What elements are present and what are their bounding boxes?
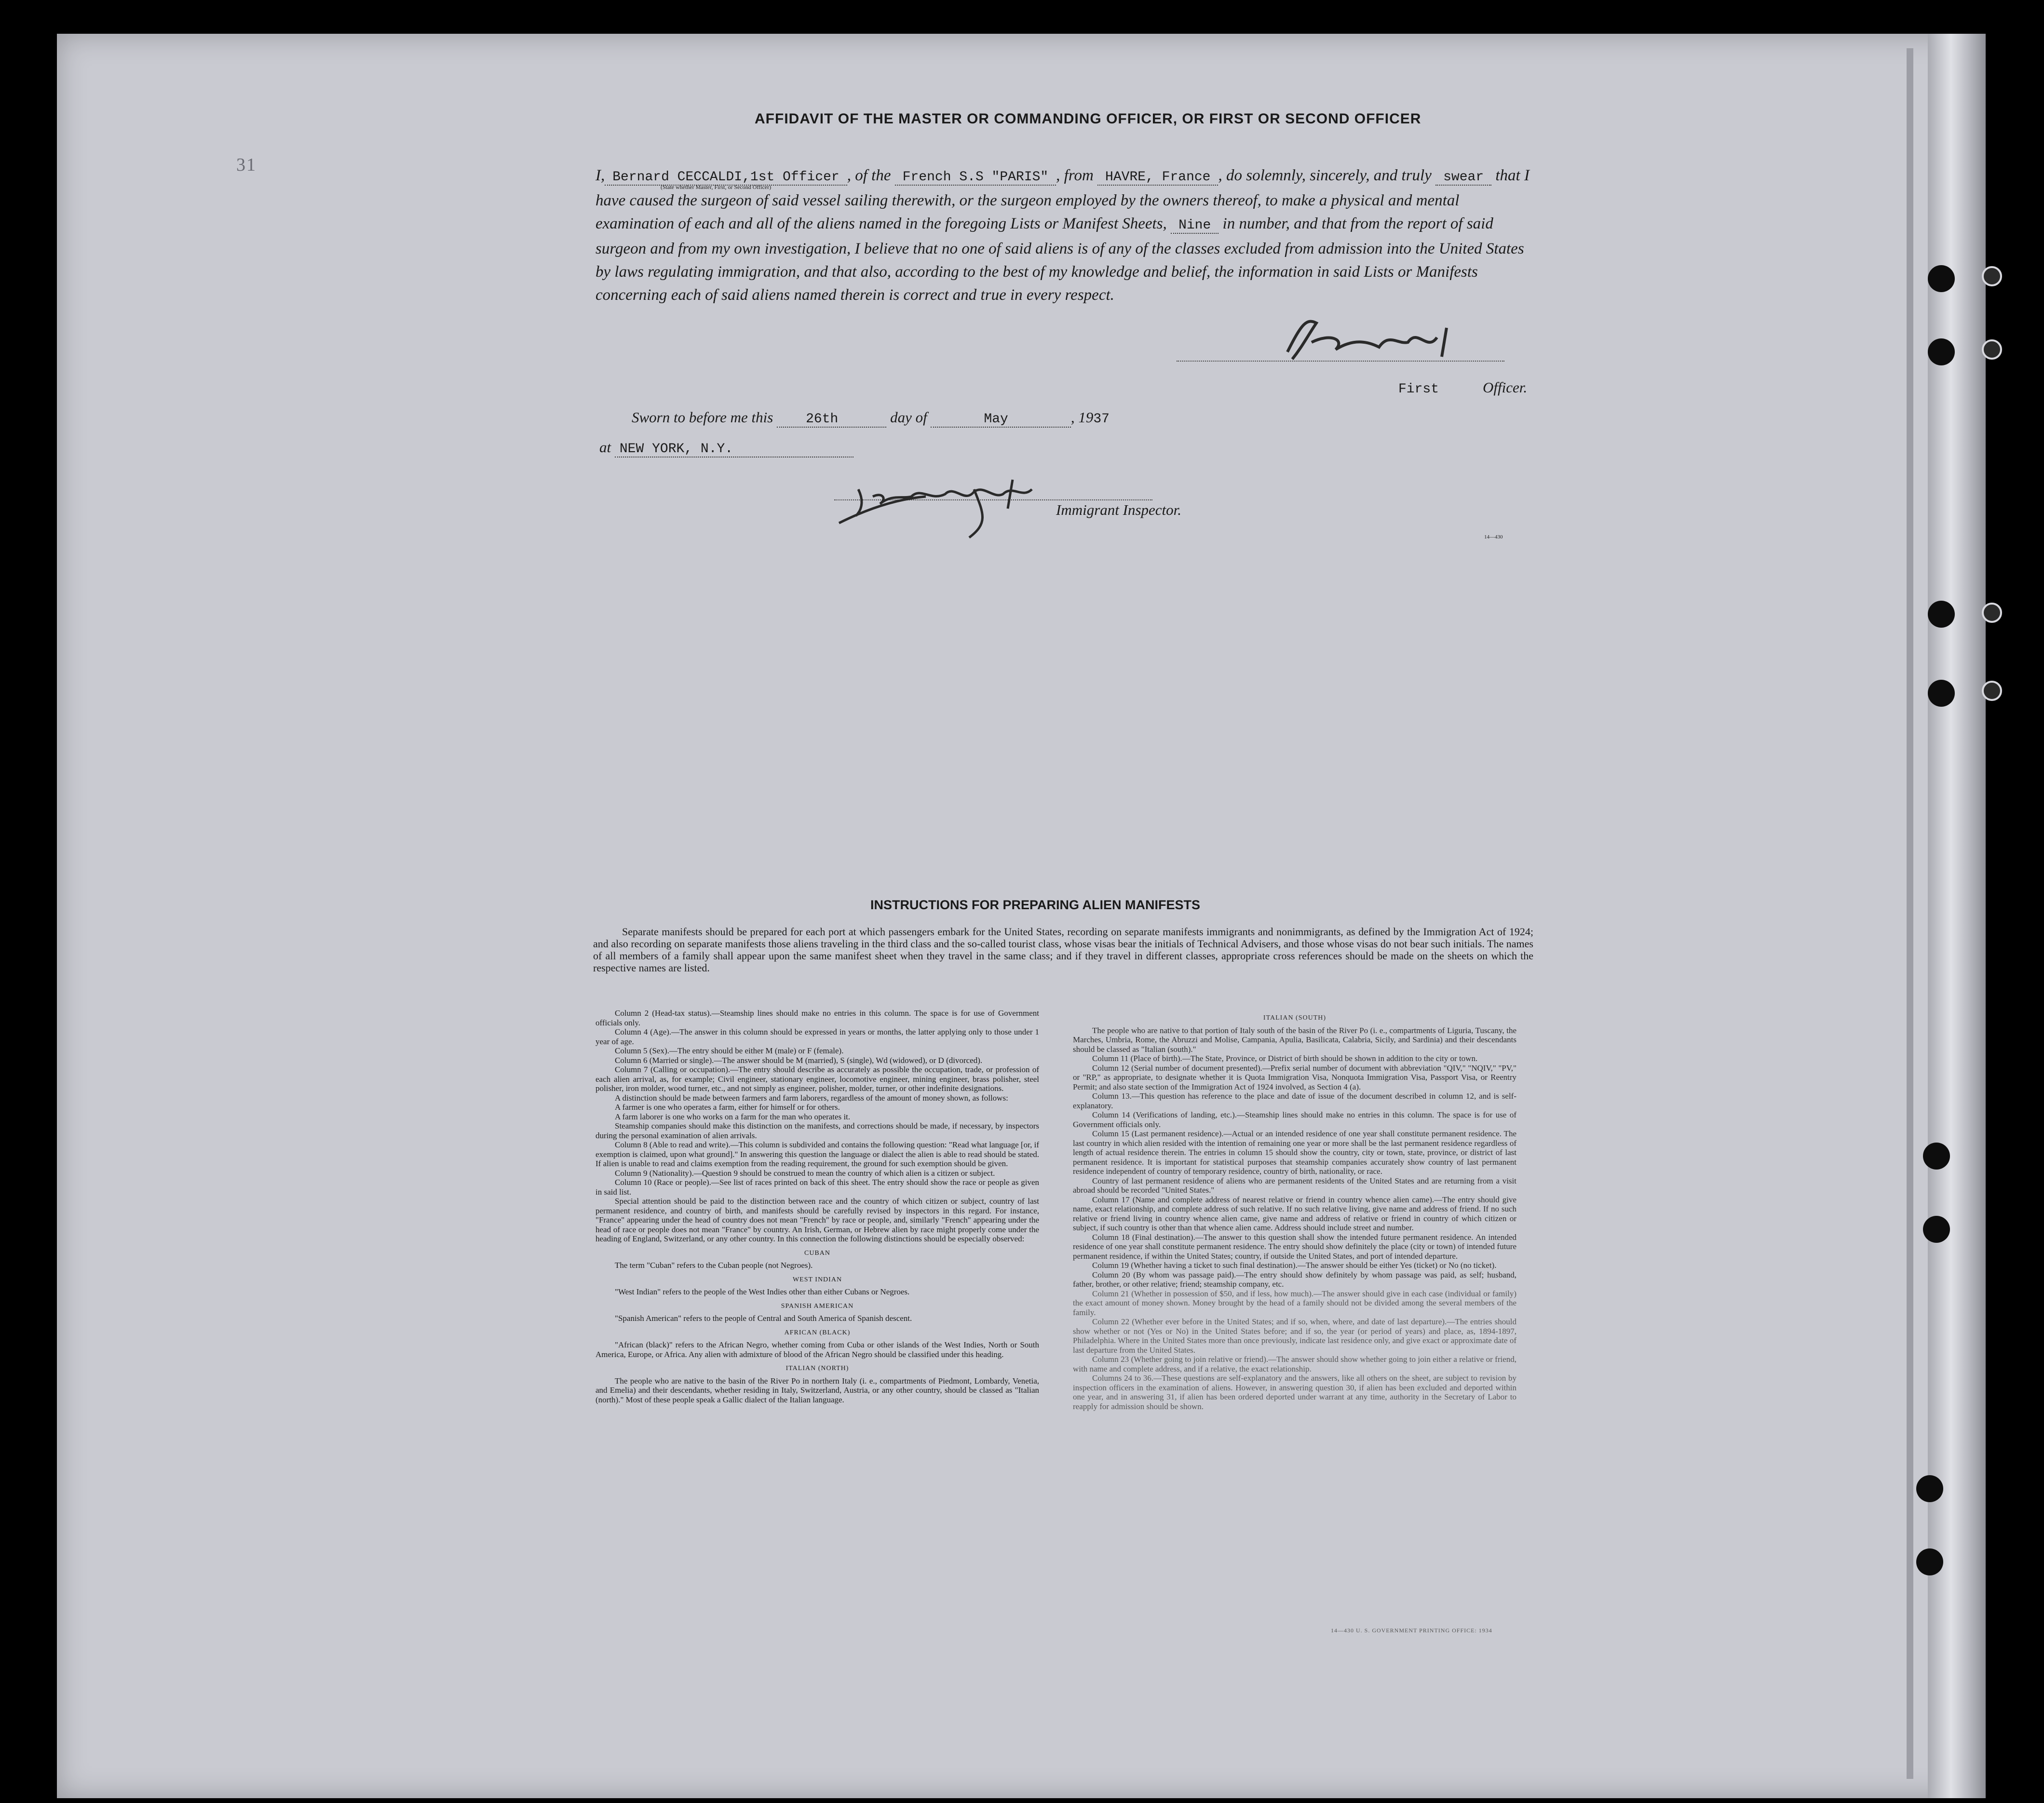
signer-label: Officer. xyxy=(1483,379,1528,396)
sworn-prefix: Sworn to before me this xyxy=(632,409,773,426)
punch-hole xyxy=(1982,339,2002,360)
sheet-number-stamp: 31 xyxy=(236,155,257,175)
race-heading: ITALIAN (SOUTH) xyxy=(1263,1014,1327,1022)
oath-field: swear xyxy=(1435,170,1491,186)
instructions-right-column xyxy=(1073,1009,1516,1411)
instruction-paragraph: Column 7 (Calling or occupation).—The entry should describe as accurately as possible the occupation, trade, or profession of each alien arrival, as, for example; Civil engineer, stationary engineer, locomotive engineer, mining engineer, brass polisher, steel polisher, iron molder, wood turner, etc., and not simply as engineer, polisher, molder, turner, or other indefinite designations. xyxy=(596,1065,1039,1093)
form-number: 14—430 xyxy=(1484,534,1503,540)
sheet-count-field: Nine xyxy=(1171,218,1218,234)
instruction-paragraph: Column 6 (Married or single).—The answer should be M (married), S (single), Wd (widowed), or D (divorced). xyxy=(615,1055,983,1065)
instruction-paragraph: Column 18 (Final destination).—The answer to this question shall show the intended future permanent residence. An intended residence of one year shall constitute permanent residence. The entry should show definitely the place (city or town) of intended future permanent residence, if within the United States; country, if outside the United States, and port of intended departure. xyxy=(1073,1232,1516,1261)
instruction-paragraph: Column 2 (Head-tax status).—Steamship lines should make no entries in this column. The space is for use of Government officials only. xyxy=(596,1009,1039,1027)
instruction-paragraph: Column 15 (Last permanent residence).—Actual or an intended residence of one year shall constitute permanent residence. The last country in which alien resided with the intention of remaining one year or more shall be the last permanent residence regardless of length of actual residence therein. The entries in column 15 should show the country, city or town, state, province, or district of last permanent residence. It is important for statistical purposes that steamship companies accurately show country of last permanent residence independent of country of temporary residence, country of birth, nationality, or race. xyxy=(1073,1129,1516,1176)
instruction-paragraph: Column 17 (Name and complete address of nearest relative or friend in country whence alien came).—The entry should give name, exact relationship, and complete address of such relative. If no such relative living, give name and address of friend. If no such relative or friend living in country whence alien came, give name and address of relative or friend in country of which citizen or subject, if such country is other than that whence alien came. Address should include street and number. xyxy=(1073,1195,1516,1232)
instruction-paragraph: Column 11 (Place of birth).—The State, Province, or District of birth should be shown in addition to the city or town. xyxy=(1092,1054,1478,1063)
race-heading: SPANISH AMERICAN xyxy=(781,1302,854,1310)
instruction-paragraph: A distinction should be made between farmers and farm laborers, regardless of the amount of money shown, as follows: xyxy=(615,1093,1008,1103)
race-heading: ITALIAN (NORTH) xyxy=(785,1365,849,1372)
instructions-left-column xyxy=(596,1009,1039,1404)
signer-rank: First xyxy=(1398,382,1439,397)
punch-hole xyxy=(1982,266,2002,286)
instruction-paragraph: Special attention should be paid to the distinction between race and the country of which citizen or subject, country of last permanent residence, and country of birth, and manifests should be carefully revised by inspectors in this regard. For instance, "France" appearing under the head of country does not mean "French" by race or people, and, similarly "French" appearing under the head of race or people does not mean "France" by country. An Irish, German, or Hebrew alien by race might properly come under the heading of England, Switzerland, or any other country. In this connection the following distinctions should be especially observed: xyxy=(596,1197,1039,1243)
day-of-label: day of xyxy=(890,409,927,426)
officer-signature xyxy=(1273,313,1500,371)
sworn-place-field: NEW YORK, N.Y. xyxy=(615,442,853,457)
punch-hole xyxy=(1928,601,1955,628)
race-heading: CUBAN xyxy=(804,1249,830,1257)
instruction-paragraph: Column 5 (Sex).—The entry should be either M (male) or F (female). xyxy=(615,1046,844,1055)
instruction-paragraph: Column 9 (Nationality).—Question 9 should be construed to mean the country of which alien is a citizen or subject. xyxy=(615,1168,995,1178)
vessel-field: French S.S "PARIS" xyxy=(895,170,1056,186)
sworn-year-field: 37 xyxy=(1093,412,1110,427)
instruction-paragraph: Column 10 (Race or people).—See list of races printed on back of this sheet. The entry should show the race or people as given in said list. xyxy=(596,1178,1039,1197)
punch-hole xyxy=(1982,681,2002,701)
affidavit-body: I, Bernard CECCALDI,1st Officer , of the French S.S "PARIS" , from HAVRE, France , do solemnly, sincerely, and truly swear that I have caused the surgeon of said vessel sailing therewith, or the surgeon employed by the owners thereof, to make a physical and mental examination of each and all of the aliens named in the foregoing Lists or Manifest Sheets, Nine in number, and that from the report of said surgeon and from my own investigation, I believe that no one of said aliens is of any of the classes excluded from admission into the United States by laws regulating immigration, and that also, according to the best of my knowledge and belief, the information in said Lists or Manifests concerning each of said aliens named therein is correct and true in every respect. xyxy=(596,167,1530,304)
instruction-paragraph: A farmer is one who operates a farm, either for himself or for others. xyxy=(615,1103,840,1112)
instruction-paragraph: Column 22 (Whether ever before in the United States; and if so, when, where, and date of last departure).—The entries should show whether or not (Yes or No) in the United States before; and if so, the year (or period of years) and place, as, 1894-1897, Philadelphia. Where in the United States more than once previously, indicate last residence only, and give exact or approximate date of last departure from the United States. xyxy=(1073,1317,1516,1355)
instruction-paragraph: The people who are native to that portion of Italy south of the basin of the River Po (i. e., compartments of Liguria, Tuscany, the Marches, Umbria, Rome, the Abruzzi and Molise, Campania, Apulia, Basilicata, Calabria, Sicily, and Sardinia) and their descendants should be classed as "Italian (south)." xyxy=(1073,1025,1516,1054)
instruction-paragraph: Columns 24 to 36.—These questions are self-explanatory and the answers, like all others on the sheet, are subject to revision by inspection officers in the examination of aliens. However, in answering question 30, if alien has been excluded and deported within one year, and in answering 31, if alien has been ordered deported under warrant at any time, authority in the Secretary of Labor to reapply for admission should be shown. xyxy=(1073,1373,1516,1411)
instruction-paragraph: Column 8 (Able to read and write).—This column is subdivided and contains the following question: "Read what language [or, if exemption is claimed, upon what ground]." In answering this question the language or dialect the alien is able to read should be stated. If alien is unable to read and claims exemption from the reading requirement, the ground for such exemption should be given. xyxy=(596,1140,1039,1168)
instruction-paragraph: Column 21 (Whether in possession of $50, and if less, how much).—The answer should give in each case (individual or family) the exact amount of money shown. Money brought by the head of a family should not be divided among the several members of the family. xyxy=(1073,1289,1516,1317)
instructions-intro: Separate manifests should be prepared for each port at which passengers embark for the United States, recording on separate manifests immigrants and nonimmigrants, as defined by the Immigration Act of 1924; and also recording on separate manifests those aliens traveling in the third class and the so-called tourist class, whose visas bear the initials of Technical Advisers, and those whose visas do not bear such initials. The names of all members of a family shall appear upon the same manifest sheet when they travel in the same class; and if they travel in different classes, appropriate cross references should be made on the sheets on which the respective names are listed. xyxy=(593,926,1533,974)
punch-hole xyxy=(1928,265,1955,292)
sworn-day-field: 26th xyxy=(777,412,886,428)
binding-edge xyxy=(1907,48,1913,1779)
race-definition: "West Indian" refers to the people of the West Indies other than either Cubans or Negroes. xyxy=(615,1287,910,1296)
printing-office-footer: 14—430 U. S. GOVERNMENT PRINTING OFFICE: 1934 xyxy=(1331,1627,1492,1634)
sworn-month-field: May xyxy=(931,412,1070,428)
punch-hole xyxy=(1916,1475,1943,1502)
instructions-title: INSTRUCTIONS FOR PREPARING ALIEN MANIFESTS xyxy=(870,898,1201,912)
instruction-paragraph: Column 4 (Age).—The answer in this column should be expressed in years or months, the latter applying only to those under 1 year of age. xyxy=(596,1027,1039,1046)
instruction-paragraph: Column 19 (Whether having a ticket to such final destination).—The answer should be either Yes (ticket) or No (no ticket). xyxy=(1092,1261,1497,1270)
race-definition: The people who are native to the basin of the River Po in northern Italy (i. e., compartments of Piedmont, Lombardy, Venetia, and Emelia) and their descendants, whether residing in Italy, Switzerland, Austria, or any other country, should be classed as "Italian (north)." Most of these people speak a Gallic dialect of the Italian language. xyxy=(596,1376,1039,1404)
instruction-paragraph: A farm laborer is one who works on a farm for the man who operates it. xyxy=(615,1112,851,1121)
at-label: at xyxy=(599,439,611,456)
officer-name-field: Bernard CECCALDI,1st Officer xyxy=(605,170,847,186)
officer-rank-note: (State whether Master, First, or Second Officer) xyxy=(661,184,772,190)
punch-hole xyxy=(1923,1143,1950,1170)
port-field: HAVRE, France xyxy=(1097,170,1218,186)
punch-hole xyxy=(1928,680,1955,707)
race-definition: "Spanish American" refers to the people of Central and South America of Spanish descent. xyxy=(615,1314,912,1323)
race-heading: WEST INDIAN xyxy=(792,1276,842,1283)
race-definition: The term "Cuban" refers to the Cuban people (not Negroes). xyxy=(615,1261,813,1270)
instruction-paragraph: Column 13.—This question has reference to the place and date of issue of the document described in column 12, and is self-explanatory. xyxy=(1073,1091,1516,1110)
instruction-paragraph: Country of last permanent residence of aliens who are permanent residents of the United States and are returning from a visit abroad should be recorded "United States." xyxy=(1073,1176,1516,1195)
race-definition: "African (black)" refers to the African Negro, whether coming from Cuba or other islands of the West Indies, North or South America, Europe, or Africa. Any alien with admixture of blood of the African Negro should be classified under this heading. xyxy=(596,1340,1039,1359)
race-heading: AFRICAN (BLACK) xyxy=(784,1329,851,1336)
instruction-paragraph: Column 14 (Verifications of landing, etc.).—Steamship lines should make no entries in this column. The space is for use of Government officials only. xyxy=(1073,1110,1516,1129)
punch-hole xyxy=(1916,1548,1943,1575)
punch-hole xyxy=(1923,1216,1950,1243)
instruction-paragraph: Column 23 (Whether going to join relative or friend).—The answer should show whether going to join either a relative or friend, with name and complete address, and if a relative, the exact relationship. xyxy=(1073,1355,1516,1373)
instruction-paragraph: Column 20 (By whom was passage paid).—The entry should show definitely by whom passage was paid, as self; husband, father, brother, or other relative; friend; steamship company, etc. xyxy=(1073,1270,1516,1289)
instruction-paragraph: Steamship companies should make this distinction on the manifests, and corrections should be made, if necessary, by inspectors during the personal examination of alien arrivals. xyxy=(596,1121,1039,1140)
affidavit-title: AFFIDAVIT OF THE MASTER OR COMMANDING OFFICER, OR FIRST OR SECOND OFFICER xyxy=(755,111,1421,127)
inspector-label: Immigrant Inspector. xyxy=(1056,501,1182,518)
punch-hole xyxy=(1982,603,2002,623)
instruction-paragraph: Column 12 (Serial number of document presented).—Prefix serial number of document with abbreviation "QIV," "NQIV," "PV," or "RP," as appropriate, to designate whether it is Quota Immigration Visa, Nonquota Immigration Visa, Passport Visa, or Reentry Permit; and also state section of the Immigration Act of 1924 involved, as Section 4 (a). xyxy=(1073,1063,1516,1091)
page-stack-edge xyxy=(1928,34,1986,1798)
punch-hole xyxy=(1928,338,1955,365)
